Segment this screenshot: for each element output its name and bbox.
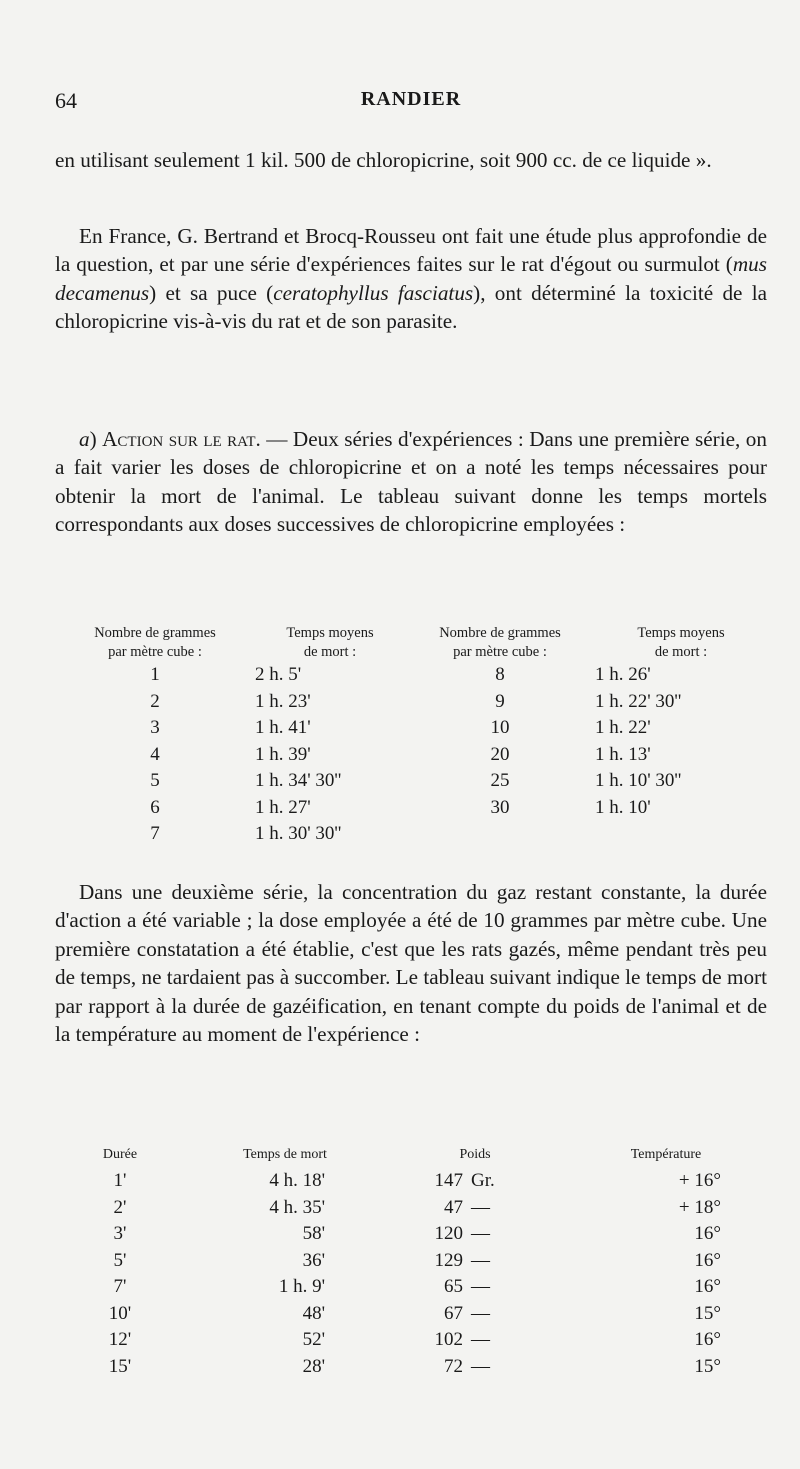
table-row: 7 1 h. 30' 30'' <box>150 823 342 844</box>
paragraph-1-text: en utilisant seulement 1 kil. 500 de chloropicrine, soit 900 cc. de ce liquide ». <box>55 148 712 172</box>
duration-table-header: Durée Temps de mort Poids Température <box>102 1147 702 1162</box>
paragraph-2-text-c: ) et sa puce ( <box>149 280 274 305</box>
duration-table <box>55 1146 767 1380</box>
table-row: 3' 58' 120 — 16° <box>113 1223 721 1244</box>
table-row: 3 1 h. 41' 10 1 h. 22' <box>150 717 651 738</box>
table-row: 5 1 h. 34' 30'' 25 1 h. 10' 30'' <box>150 770 682 791</box>
table-row: 1 2 h. 5' 8 1 h. 26' <box>150 664 651 685</box>
table-row: 1' 4 h. 18' 147 Gr. + 16° <box>113 1170 721 1191</box>
table-row: 12' 52' 102 — 16° <box>108 1329 721 1350</box>
paragraph-3: a) Action sur le rat. — Deux séries d'expériences : Dans une première série, on a fait varier les doses de chloropicrine et on a noté les temps nécessaires pour obtenir la mort de l'animal. Le tableau suivant donne les temps mortels correspondants aux doses successives de chloropicrine employées : <box>55 427 767 537</box>
section-heading: Action sur le rat. <box>102 427 261 451</box>
table-row: 4 1 h. 39' 20 1 h. 13' <box>150 743 651 765</box>
table-row: 2' 4 h. 35' 47 — + 18° <box>113 1196 721 1218</box>
table-row: 7' 1 h. 9' 65 — 16° <box>113 1276 721 1297</box>
species-rat: mus decamenus <box>55 252 767 305</box>
dose-table <box>55 624 767 848</box>
paragraph-2 <box>55 222 767 336</box>
species-flea: ceratophyllus fasciatus <box>273 280 474 305</box>
section-marker: a <box>79 427 90 451</box>
page-header <box>55 88 767 118</box>
table-row: 6 1 h. 27' 30 1 h. 10' <box>150 796 651 818</box>
dose-table-header: Nombre de grammes par mètre cube : Temps moyens de mort : Nombre de grammes par mètre cube : Temps moyens de mort : <box>94 625 725 660</box>
table-row: 10' 48' 67 — 15° <box>108 1302 721 1324</box>
table-row: 5' 36' 129 — 16° <box>113 1249 721 1271</box>
table-row: 2 1 h. 23' 9 1 h. 22' 30'' <box>150 690 682 712</box>
paragraph-2-text-e: ), ont déterminé la toxicité de la chloropicrine vis-à-vis du rat et de son parasite. <box>55 280 767 334</box>
paragraph-1 <box>55 146 767 174</box>
paragraph-4 <box>55 878 767 1048</box>
paragraph-2-text-a: En France, G. Bertrand et Brocq-Rousseu ont fait une étude plus approfondie de la question, et par une série d'expériences faites sur le rat d'égout ou surmulot ( <box>55 224 767 277</box>
paragraph-4-text: Dans une deuxième série, la concentration du gaz restant constante, la durée d'action a été variable ; la dose employée a été de 10 grammes par mètre cube. Une première constatation a été établie, c'est que les rats gazés, même pendant très peu de temps, ne tardaient pas à succomber. Le tableau suivant indique le temps de mort par rapport à la durée de gazéification, en tenant compte du poids de l'animal et de la température au moment de l'expérience : <box>55 880 767 1047</box>
table-row: 15' 28' 72 — 15° <box>108 1355 721 1377</box>
page-number: 64 <box>55 88 77 113</box>
paragraph-3-text: — Deux séries d'expériences : Dans une première série, on a fait varier les doses de chloropicrine et on a noté les temps nécessaires pour obtenir la mort de l'animal. Le tableau suivant donne les temps mortels correspondants aux doses successives de chloropicrine employées : <box>55 427 767 537</box>
running-title: RANDIER <box>360 88 462 110</box>
